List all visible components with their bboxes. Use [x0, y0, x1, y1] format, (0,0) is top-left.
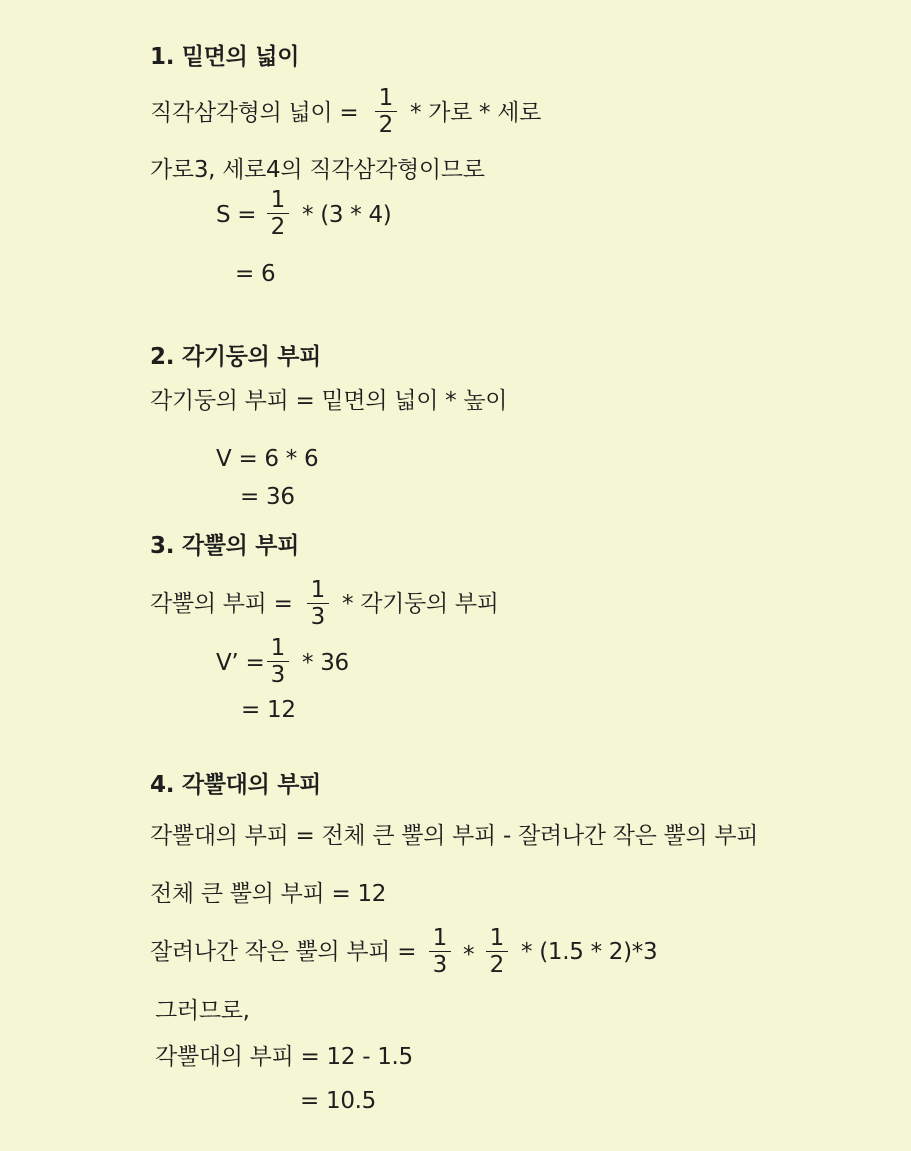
fraction-denominator: 2 [378, 112, 394, 138]
s1-calc-fraction [267, 188, 289, 239]
s1-formula-fraction [375, 86, 397, 137]
s1-calc-lhs: S = [216, 202, 257, 228]
fraction-denominator: 3 [432, 952, 448, 978]
s1-calc-result: = 6 [235, 261, 276, 287]
section-4-heading: 4. 각뿔대의 부피 [150, 772, 322, 798]
s3-formula-rhs: * 각기둥의 부피 [342, 591, 499, 617]
s2-formula: 각기둥의 부피 = 밑면의 넓이 * 높이 [150, 388, 508, 414]
section-2-heading: 2. 각기둥의 부피 [150, 344, 322, 370]
s2-calc-line-2: = 36 [240, 484, 295, 510]
fraction-denominator: 3 [310, 604, 326, 630]
s3-calc-result: = 12 [241, 697, 296, 723]
s4-therefore: 그러므로, [155, 998, 250, 1024]
fraction-numerator: 1 [378, 85, 394, 111]
fraction-numerator: 1 [489, 925, 505, 951]
s2-calc-line-1: V = 6 * 6 [216, 446, 319, 472]
fraction-numerator: 1 [310, 577, 326, 603]
section-1-heading: 1. 밑면의 넓이 [150, 44, 300, 70]
s4-small-fraction-1 [429, 926, 451, 977]
s4-small-lhs: 잘려나간 작은 뿔의 부피 = [150, 939, 417, 965]
s1-formula-lhs: 직각삼각형의 넓이 = [150, 100, 359, 126]
s4-formula: 각뿔대의 부피 = 전체 큰 뿔의 부피 - 잘려나간 작은 뿔의 부피 [150, 823, 759, 849]
fraction-denominator: 3 [270, 662, 286, 688]
s4-small-rhs: * (1.5 * 2)*3 [521, 939, 658, 965]
s1-calc-rhs: * (3 * 4) [302, 202, 392, 228]
s1-dimension-line: 가로3, 세로4의 직각삼각형이므로 [150, 157, 485, 183]
fraction-numerator: 1 [270, 187, 286, 213]
section-3-heading: 3. 각뿔의 부피 [150, 533, 300, 559]
fraction-numerator: 1 [270, 635, 286, 661]
s1-formula-rhs: * 가로 * 세로 [410, 100, 542, 126]
s3-formula-lhs: 각뿔의 부피 = [150, 591, 293, 617]
s4-total-volume-line: 전체 큰 뿔의 부피 = 12 [150, 881, 387, 907]
fraction-denominator: 2 [489, 952, 505, 978]
fraction-numerator: 1 [432, 925, 448, 951]
s3-calc-lhs: V’ = [216, 650, 265, 676]
s4-small-fraction-2 [486, 926, 508, 977]
s4-calc-line-1: 각뿔대의 부피 = 12 - 1.5 [155, 1044, 413, 1070]
s4-small-mid: * [463, 942, 475, 968]
s3-calc-fraction [267, 636, 289, 687]
s3-formula-fraction [307, 578, 329, 629]
fraction-denominator: 2 [270, 214, 286, 240]
s3-calc-rhs: * 36 [302, 650, 349, 676]
s4-calc-line-2: = 10.5 [300, 1088, 376, 1114]
